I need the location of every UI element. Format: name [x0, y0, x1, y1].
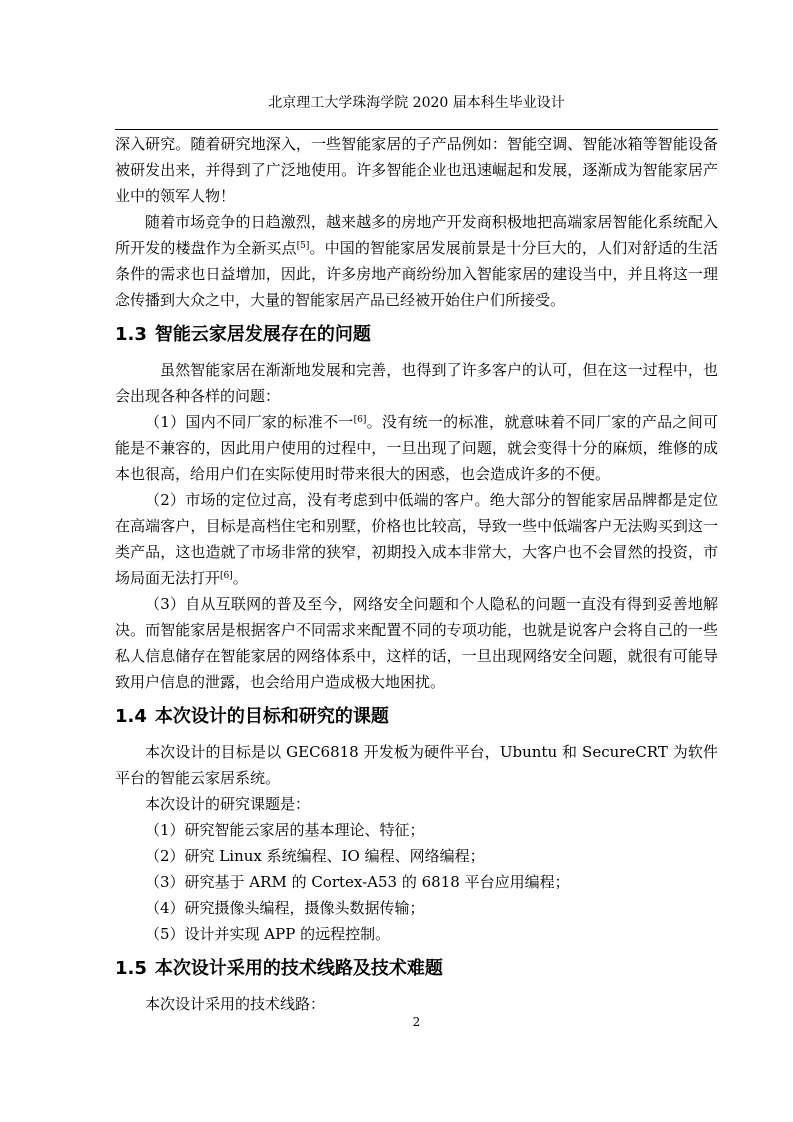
section-heading-1-4 — [115, 695, 718, 739]
page-body — [115, 131, 718, 1017]
paragraph-design-goal: 本次设计的目标是以 GEC6818 开发板为硬件平台，Ubuntu 和 SecureCRT 为软件平台的智能云家居系统。 — [115, 743, 718, 787]
paragraph-text: 随着市场竞争的日趋激烈，越来越多的房地产开发商积极地把高端家居智能化系统配入所开发的楼盘作为全新买点 — [115, 213, 718, 257]
paragraph-text: 。中国的智能家居发展前景是十分巨大的，人们对舒适的生活条件的需求也日益增加，因此，许多房地产商纷纷加入智能家居的建设当中，并且将这一理念传播到大众之中，大量的智能家居产品已经被开始住户们所接受。 — [115, 239, 718, 309]
section-heading-1-5 — [115, 947, 718, 991]
paragraph-problem-2 — [115, 487, 718, 591]
section-number: 1.4 — [115, 706, 147, 727]
list-item: （2）研究 Linux 系统编程、IO 编程、网络编程； — [145, 847, 485, 865]
paragraph-problems-intro: 虽然智能家居在渐渐地发展和完善，也得到了许多客户的认可，但在这一过程中，也会出现各种各样的问题： — [115, 361, 718, 405]
section-number: 1.5 — [115, 958, 147, 979]
page-number: 2 — [412, 1015, 421, 1029]
paragraph-problem-3: （3）自从互联网的普及至今，网络安全问题和个人隐私的问题一直没有得到妥善地解决。而智能家居是根据客户不同需求来配置不同的专项功能，也就是说客户会将自己的一些私人信息储存在智能家居的网络体系中，这样的话，一旦出现网络安全问题，就很有可能导致用户信息的泄露，也会给用户造成极大地困扰。 — [115, 595, 718, 691]
paragraph-problem-1 — [115, 409, 718, 487]
running-header: 北京理工大学珠海学院 2020 届本科生毕业设计 — [268, 95, 565, 111]
paragraph-market-competition — [115, 209, 718, 313]
paragraph-technical-route: 本次设计采用的技术线路： — [145, 995, 326, 1013]
citation-ref: [5] — [296, 241, 310, 251]
paragraph-text: 。没有统一的标准，就意味着不同厂家的产品之间可能是不兼容的，因此用户使用的过程中，一旦出现了问题，就会变得十分的麻烦，维修的成本也很高，给用户们在实际使用时带来很大的困惑，也会造成许多的不便。 — [115, 413, 718, 483]
paragraph-text: 。 — [232, 569, 248, 587]
section-number: 1.3 — [115, 324, 147, 345]
paragraph-text: （1）国内不同厂家的标准不一 — [145, 413, 354, 431]
list-item: （5）设计并实现 APP 的远程控制。 — [145, 925, 391, 943]
section-title: 本次设计采用的技术线路及技术难题 — [154, 958, 443, 979]
list-item: （3）研究基于 ARM 的 Cortex-A53 的 6818 平台应用编程； — [145, 873, 570, 891]
section-title: 本次设计的目标和研究的课题 — [154, 706, 389, 727]
paragraph-topics-intro: 本次设计的研究课题是： — [145, 795, 311, 813]
paragraph-text: （2）市场的定位过高，没有考虑到中低端的客户。绝大部分的智能家居品牌都是定位在高端客户，目标是高档住宅和别墅，价格也比较高，导致一些中低端客户无法购买到这一类产品，这也造就了市场非常的狭窄，初期投入成本非常大，大客户也不会冒然的投资，市场局面无法打开 — [115, 491, 718, 587]
header-rule — [115, 129, 718, 130]
citation-ref: [6] — [220, 571, 233, 581]
citation-ref: [6] — [353, 415, 367, 425]
list-item: （1）研究智能云家居的基本理论、特征； — [145, 821, 425, 839]
section-title: 智能云家居发展存在的问题 — [154, 324, 371, 345]
section-heading-1-3 — [115, 313, 718, 357]
list-item: （4）研究摄像头编程，摄像头数据传输； — [145, 899, 425, 917]
paragraph-continued: 深入研究。随着研究地深入，一些智能家居的子产品例如：智能空调、智能冰箱等智能设备被研发出来，并得到了广泛地使用。许多智能企业也迅速崛起和发展，逐渐成为智能家居产业中的领军人物！ — [115, 135, 718, 205]
